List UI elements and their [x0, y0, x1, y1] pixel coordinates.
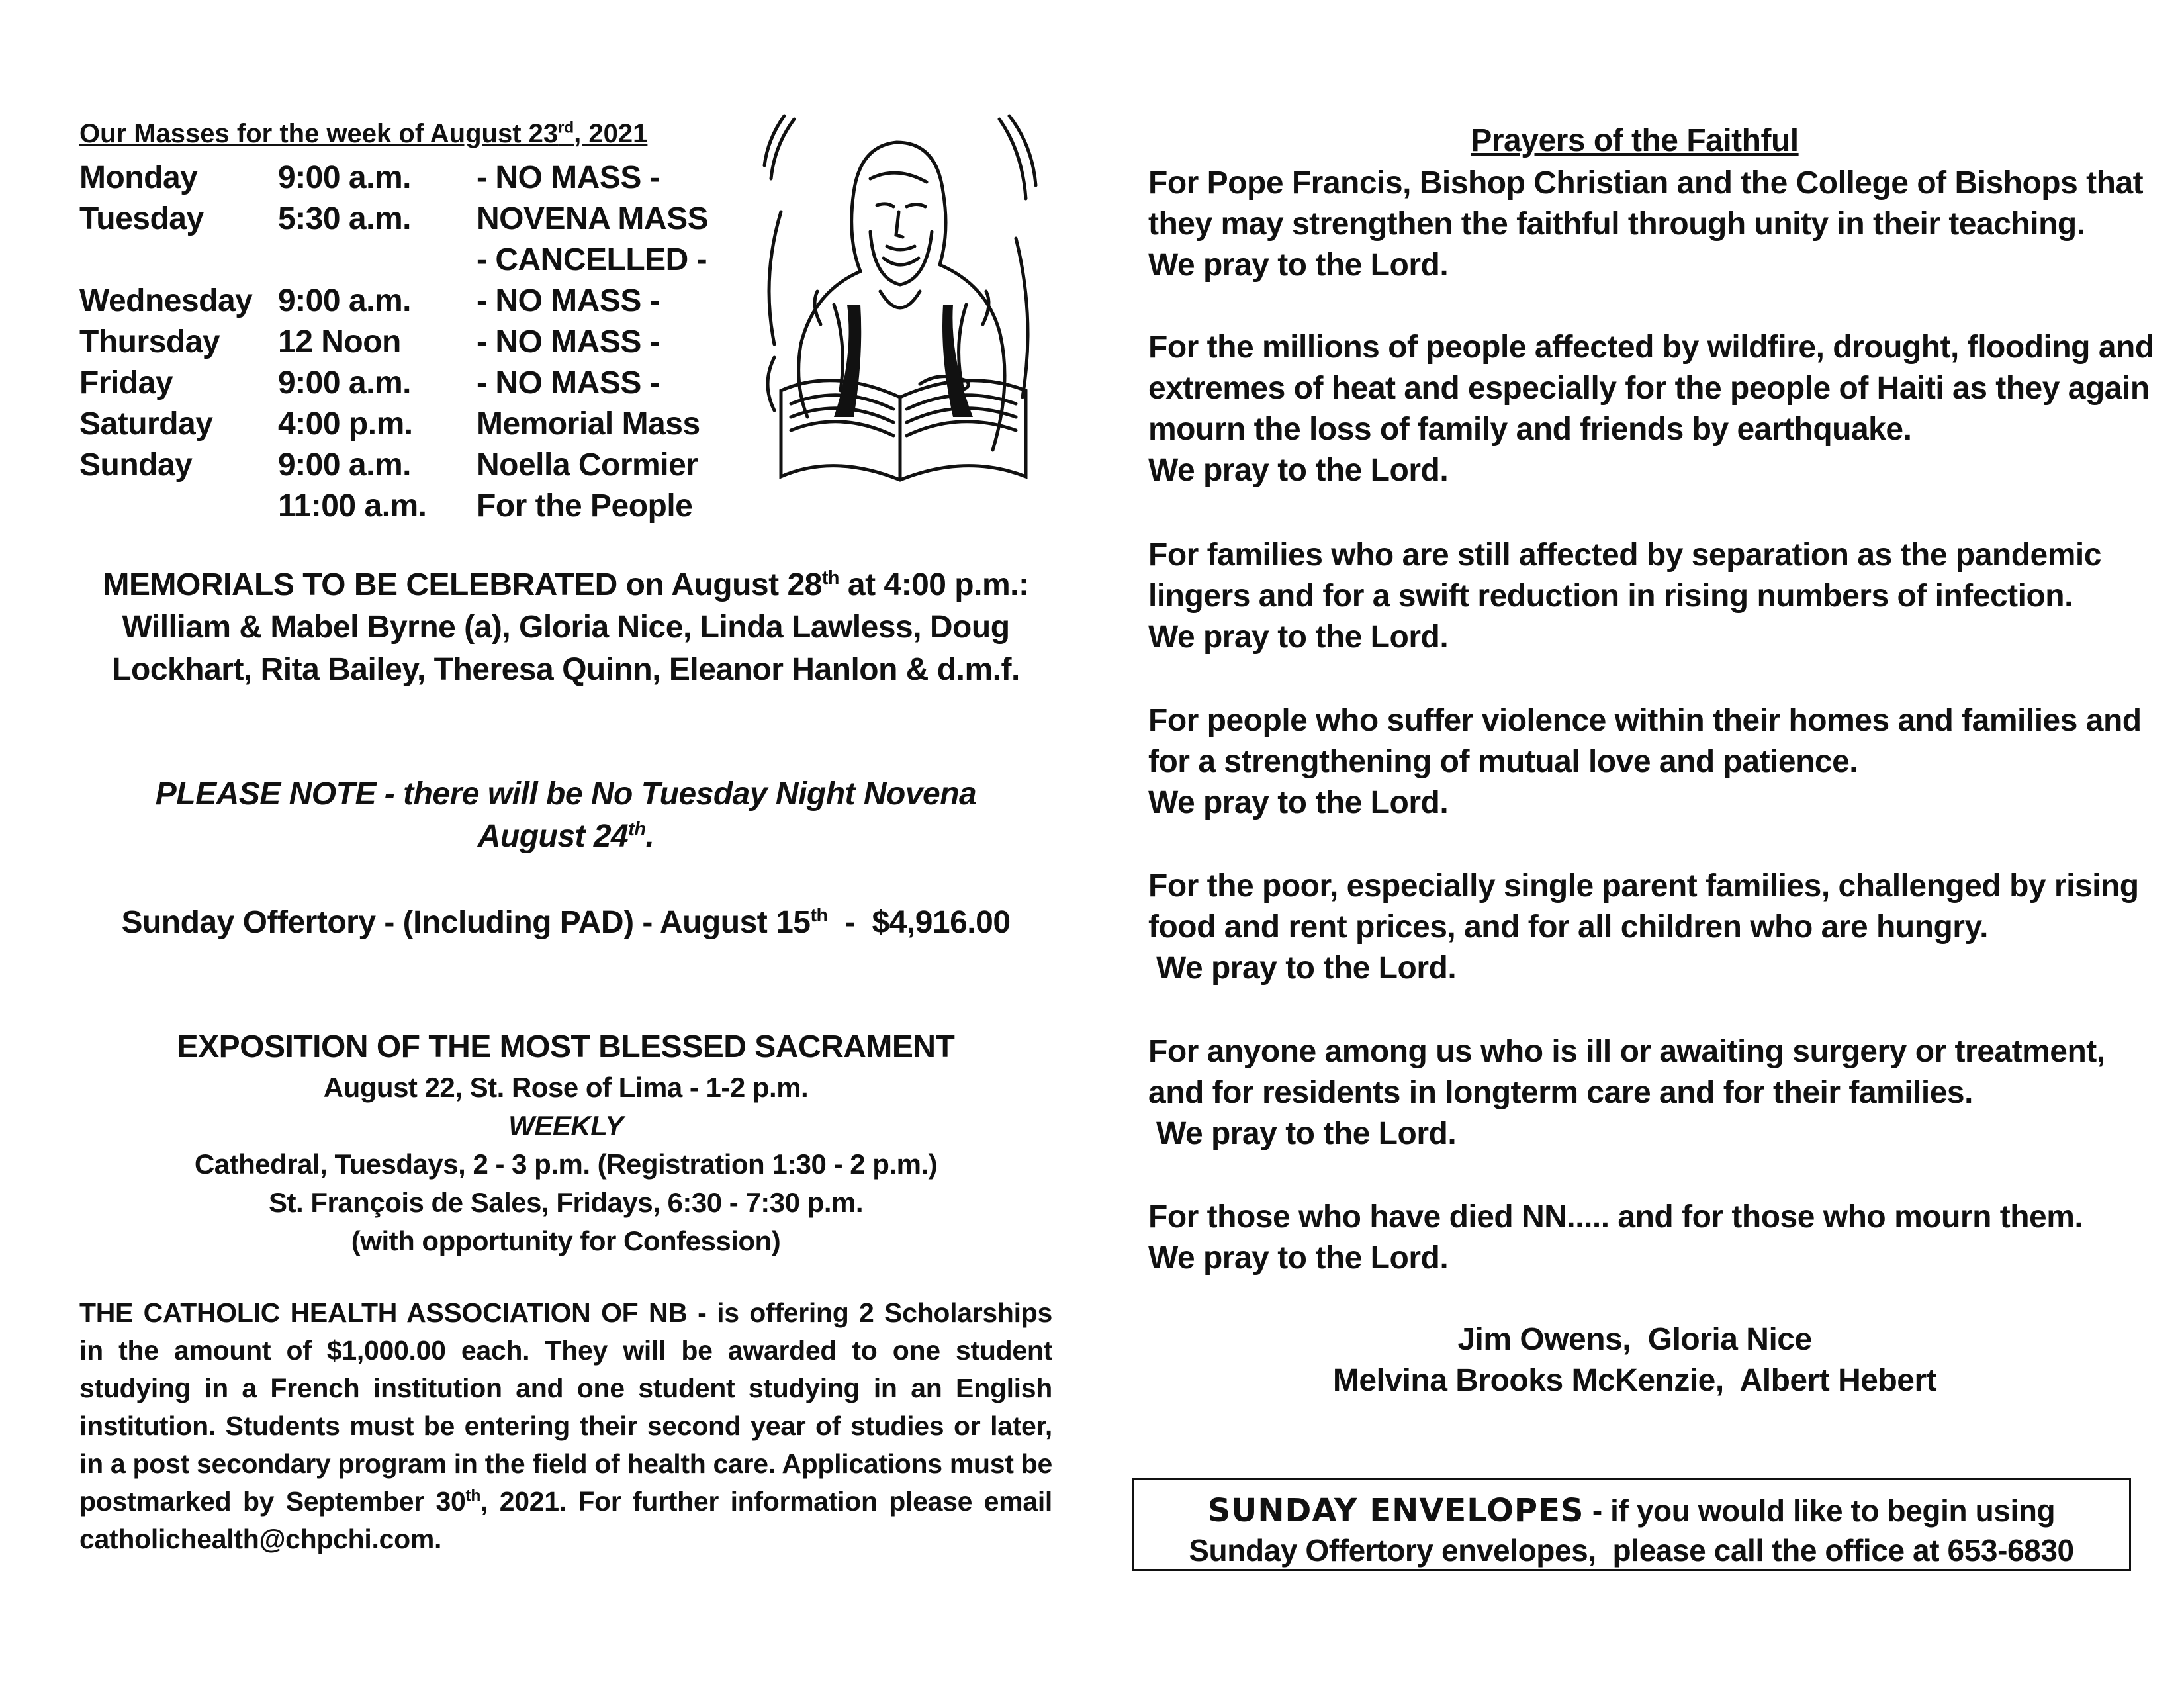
sunday-envelopes-box	[1132, 1478, 2131, 1571]
prayer-item: For the poor, especially single parent families, challenged by rising food and rent prices, and for all children who are hungry. We pray to the Lord.	[1148, 866, 2167, 989]
exposition-title: EXPOSITION OF THE MOST BLESSED SACRAMENT	[177, 1029, 955, 1064]
prayer-item: For the millions of people affected by wildfire, drought, flooding and extremes of heat and especially for the people of Haiti as they again mourn the loss of family and friends by earthquake. We pray to the Lord.	[1148, 327, 2167, 491]
prayer-response: We pray to the Lord.	[1148, 453, 1449, 488]
exposition-line-2: Cathedral, Tuesdays, 2 - 3 p.m. (Registration 1:30 - 2 p.m.)	[194, 1149, 938, 1180]
masses-title: Our Masses for the week of August 23rd, 2021	[79, 118, 648, 148]
prayer-response: We pray to the Lord.	[1156, 1116, 1457, 1151]
memorials-names-line-2: Lockhart, Rita Bailey, Theresa Quinn, Eleanor Hanlon & d.m.f.	[112, 652, 1020, 687]
prayer-response: We pray to the Lord.	[1148, 248, 1449, 283]
please-note	[79, 773, 1052, 858]
authors-line-2: Melvina Brooks McKenzie, Albert Hebert	[1332, 1363, 1937, 1398]
sunday-offertory: Sunday Offertory - (Including PAD) - August 15th - $4,916.00	[121, 905, 1011, 940]
exposition-section	[79, 1026, 1052, 1260]
prayer-response: We pray to the Lord.	[1148, 785, 1449, 820]
prayer-item: For families who are still affected by separation as the pandemic lingers and for a swift reduction in rising numbers of infection. We pray to the Lord.	[1148, 535, 2167, 658]
prayer-item: For anyone among us who is ill or awaiting surgery or treatment, and for residents in longterm care and for their families. We pray to the Lord.	[1148, 1031, 2167, 1154]
exposition-line-4: (with opportunity for Confession)	[351, 1225, 781, 1256]
prayer-response: We pray to the Lord.	[1148, 1241, 1449, 1276]
prayer-authors	[1132, 1319, 2138, 1401]
prayer-item: For people who suffer violence within their homes and families and for a strengthening of mutual love and patience. We pray to the Lord.	[1148, 700, 2167, 823]
memorials-section	[79, 564, 1052, 691]
envelopes-line-2: Sunday Offertory envelopes, please call the office at 653-6830	[1189, 1533, 2074, 1568]
prayer-response: We pray to the Lord.	[1148, 620, 1449, 655]
note-line-2: August 24th.	[477, 819, 655, 854]
envelopes-line-1: SUNDAY ENVELOPES - if you would like to begin using	[1207, 1492, 2056, 1529]
memorials-heading: MEMORIALS TO BE CELEBRATED on August 28th at 4:00 p.m.:	[103, 567, 1029, 602]
envelopes-heading: SUNDAY ENVELOPES	[1207, 1492, 1584, 1529]
exposition-weekly: WEEKLY	[508, 1110, 623, 1141]
prayer-response: We pray to the Lord.	[1156, 951, 1457, 986]
prayer-item: For Pope Francis, Bishop Christian and the College of Bishops that they may strengthen the faithful through unity in their teaching. We pray to the Lord.	[1148, 163, 2167, 286]
exposition-line-1: August 22, St. Rose of Lima - 1-2 p.m.	[323, 1072, 809, 1103]
prayers-title: Prayers of the Faithful	[1471, 123, 1799, 158]
catholic-health-association-notice: THE CATHOLIC HEALTH ASSOCIATION OF NB - is offering 2 Scholarships in the amount of $1,000.00 each. They will be awarded to one student studying in a French institution and one student studying in an English institution. Students must be entering their second year of studies or later, in a post secondary program in the field of health care. Applications must be postmarked by September 30th, 2021. For further information please email catholichealth@chpchi.com.	[79, 1297, 1052, 1554]
authors-line-1: Jim Owens, Gloria Nice	[1457, 1322, 1812, 1357]
memorials-names-line-1: William & Mabel Byrne (a), Gloria Nice, Linda Lawless, Doug	[122, 610, 1010, 645]
exposition-line-3: St. François de Sales, Fridays, 6:30 - 7:30 p.m.	[268, 1187, 864, 1218]
saint-reading-book-illustration	[754, 106, 1046, 516]
prayer-item: For those who have died NN..... and for those who mourn them. We pray to the Lord.	[1148, 1197, 2167, 1279]
note-line-1: PLEASE NOTE - there will be No Tuesday Night Novena	[155, 776, 977, 812]
